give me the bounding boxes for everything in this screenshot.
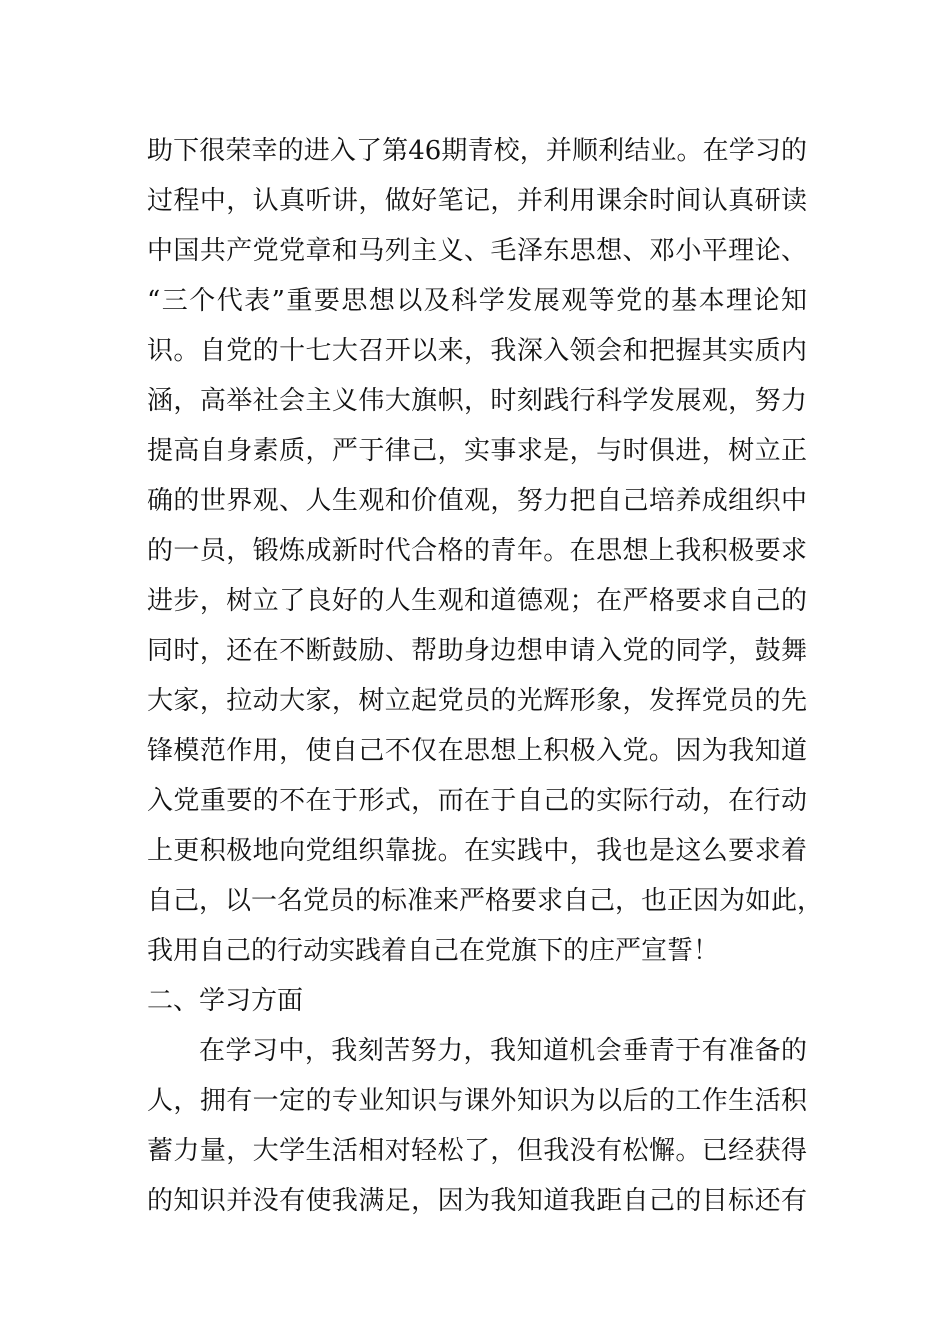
text-line: 蓄力量，大学生活相对轻松了，但我没有松懈。已经获得 [147, 1136, 807, 1166]
text-line: 确的世界观、人生观和价值观，努力把自己培养成组织中 [147, 486, 807, 516]
text-line: 涵，高举社会主义伟大旗帜，时刻践行科学发展观，努力 [147, 386, 807, 416]
text-line: 入党重要的不在于形式，而在于自己的实际行动，在行动 [147, 786, 807, 816]
text-line: 助下很荣幸的进入了第46期青校，并顺利结业。在学习的 [147, 136, 807, 166]
text-line: 提高自身素质，严于律己，实事求是，与时俱进，树立正 [147, 436, 807, 466]
document-body [147, 126, 824, 1226]
text-line: 中国共产党党章和马列主义、毛泽东思想、邓小平理论、 [147, 236, 807, 266]
text-line: 人，拥有一定的专业知识与课外知识为以后的工作生活积 [147, 1086, 807, 1116]
text-line: 锋模范作用，使自己不仅在思想上积极入党。因为我知道 [147, 736, 807, 766]
text-line: 同时，还在不断鼓励、帮助身边想申请入党的同学，鼓舞 [147, 636, 807, 666]
paragraph-study [147, 1026, 807, 1226]
text-line: 的知识并没有使我满足，因为我知道我距自己的目标还有 [147, 1186, 807, 1216]
text-line: 识。自党的十七大召开以来，我深入领会和把握其实质内 [147, 336, 807, 366]
paragraph-party-study [147, 126, 824, 976]
text-line: 上更积极地向党组织靠拢。在实践中，我也是这么要求着 [147, 836, 807, 866]
section-heading: 二、学习方面 [147, 986, 304, 1016]
text-line: 在学习中，我刻苦努力，我知道机会垂青于有准备的 [199, 1036, 807, 1066]
text-line: 我用自己的行动实践着自己在党旗下的庄严宣誓！ [147, 936, 720, 966]
text-line: 自己，以一名党员的标准来严格要求自己，也正因为如此， [147, 886, 824, 916]
text-line: 进步，树立了良好的人生观和道德观；在严格要求自己的 [147, 586, 807, 616]
text-line: 的一员，锻炼成新时代合格的青年。在思想上我积极要求 [147, 536, 807, 566]
text-line: 过程中，认真听讲，做好笔记，并利用课余时间认真研读 [147, 186, 807, 216]
text-line: 大家，拉动大家，树立起党员的光辉形象，发挥党员的先 [147, 686, 807, 716]
text-line: “三个代表”重要思想以及科学发展观等党的基本理论知 [147, 286, 807, 316]
